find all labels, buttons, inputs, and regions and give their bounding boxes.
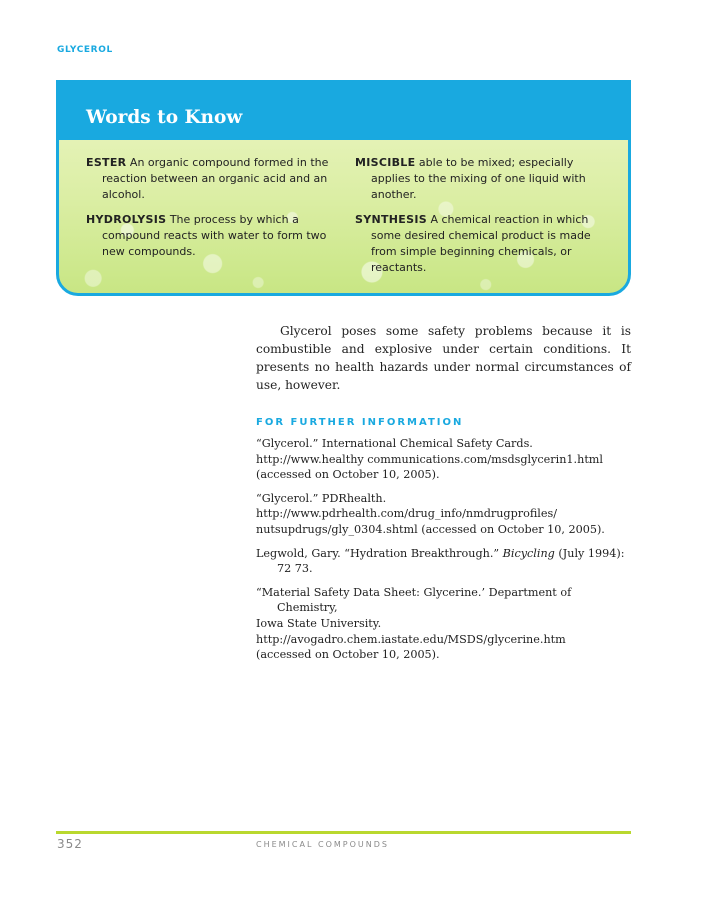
words-to-know-header (59, 83, 628, 140)
reference-citation: Legwold, Gary. “Hydration Breakthrough.” (256, 546, 503, 560)
reference-citation-tail: (July 1994): 72 73. (277, 546, 625, 576)
glossary-right-column (355, 155, 602, 284)
term-word: ESTER (86, 156, 127, 169)
term-definition: An organic compound formed in the reaction between an organic acid and an alcohol. (102, 156, 329, 202)
term-definition: The process by which a compound reacts with water to form two new compounds. (102, 212, 327, 259)
body-paragraph: Glycerol poses some safety problems because it is combustible and explosive under certain conditions. It presents no health hazards under normal circumstances of use, however. (256, 324, 631, 392)
further-information-heading: FOR FURTHER INFORMATION (256, 417, 464, 428)
reference-journal: Bicycling (502, 546, 555, 560)
glossary-columns (86, 155, 602, 284)
reference-url-continued[interactable]: nutsupdrugs/gly_0304.shtml (accessed on October 10, 2005). (256, 522, 605, 536)
glossary-left-column (86, 155, 333, 284)
words-to-know-title: Words to Know (86, 107, 243, 128)
glossary-term-ester (86, 155, 333, 204)
reference-url[interactable]: http://avogadro.chem.iastate.edu/MSDS/glycerine.htm (256, 632, 566, 646)
reference-item (256, 585, 632, 663)
reference-item (256, 546, 632, 577)
glossary-term-miscible (355, 155, 602, 204)
reference-title: “Material Safety Data Sheet: Glycerine.’ Department of Chemistry, (256, 585, 572, 615)
reference-title: “Glycerol.” PDRhealth. (256, 491, 387, 505)
running-head: GLYCEROL (57, 45, 113, 55)
reference-access-date: (accessed on October 10, 2005). (256, 468, 440, 482)
reference-title: “Glycerol.” International Chemical Safety Cards. (256, 437, 533, 450)
glossary-term-synthesis (355, 212, 602, 277)
words-to-know-box (56, 80, 631, 296)
term-definition: A chemical reaction in which some desired chemical product is made from simple beginning chemicals, or reactants. (371, 212, 591, 275)
term-definition: able to be mixed; especially applies to the mixing of one liquid with another. (371, 156, 586, 202)
reference-publisher: Iowa State University. (256, 616, 382, 630)
book-title: CHEMICAL COMPOUNDS (256, 840, 389, 849)
glossary-term-hydrolysis (86, 212, 333, 261)
term-word: SYNTHESIS (355, 212, 427, 226)
reference-url[interactable]: http://www.healthy communications.com/msdsglycerin1.html (256, 452, 603, 466)
footer-rule (56, 831, 631, 834)
reference-item (256, 436, 632, 483)
term-word: HYDROLYSIS (86, 212, 167, 226)
reference-item (256, 491, 632, 538)
reference-access-date: (accessed on October 10, 2005). (256, 648, 440, 662)
term-word: MISCIBLE (355, 156, 416, 169)
reference-url[interactable]: http://www.pdrhealth.com/drug_info/nmdrugprofiles/ (256, 507, 558, 521)
page-number: 352 (57, 837, 83, 851)
reference-list (256, 436, 632, 671)
